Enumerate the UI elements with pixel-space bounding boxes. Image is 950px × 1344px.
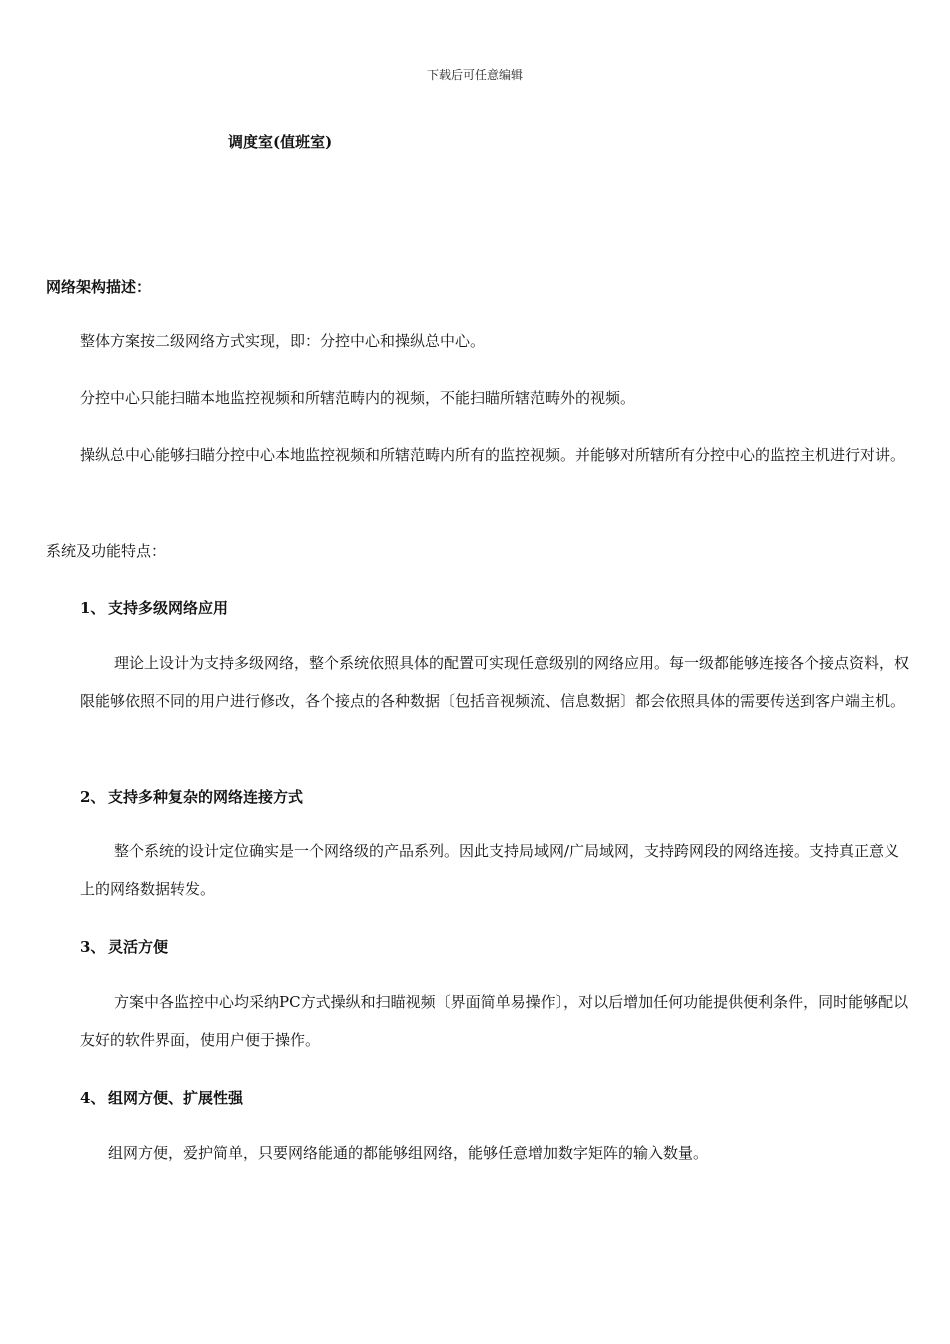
feature-title-1: 支持多级网络应用 [108,599,229,617]
feature-heading-4 [80,1087,243,1108]
room-title: 调度室(值班室) [228,133,333,151]
feature-heading-3 [80,936,168,957]
feature-text-3: 方案中各监控中心均采纳PC方式操纵和扫瞄视频〔界面简单易操作〕，对以后增加任何功能提供便利条件，同时能够配以友好的软件界面，使用户便于操作。 [80,993,909,1049]
feature-heading-2 [80,786,303,807]
feature-text-2: 整个系统的设计定位确实是一个网络级的产品系列。因此支持局域网/广局域网，支持跨网段的网络连接。支持真正意义上的网络数据转发。 [80,842,900,898]
feature-text-1: 理论上设计为支持多级网络，整个系统依照具体的配置可实现任意级别的网络应用。每一级都能够连接各个接点资料，权限能够依照不同的用户进行修改，各个接点的各种数据〔包括音视频流、信息数据〕都会依照具体的需要传送到客户端主机。 [80,654,910,710]
feature-number-3: 3、 [80,938,106,956]
architecture-paragraph-2: 分控中心只能扫瞄本地监控视频和所辖范畴内的视频，不能扫瞄所辖范畴外的视频。 [80,389,636,407]
feature-text-4: 组网方便，爱护简单，只要网络能通的都能够组网络，能够任意增加数字矩阵的输入数量。 [108,1144,709,1162]
feature-title-4: 组网方便、扩展性强 [108,1089,244,1107]
header-note: 下载后可任意编辑 [426,68,523,82]
feature-title-2: 支持多种复杂的网络连接方式 [108,788,304,806]
architecture-paragraph-3: 操纵总中心能够扫瞄分控中心本地监控视频和所辖范畴内所有的监控视频。并能够对所辖所有分控中心的监控主机进行对讲。 [80,446,906,464]
feature-title-3: 灵活方便 [108,938,169,956]
architecture-paragraph-1: 整体方案按二级网络方式实现，即：分控中心和操纵总中心。 [80,332,486,350]
architecture-heading: 网络架构描述： [46,278,152,296]
features-heading: 系统及功能特点： [46,542,167,560]
feature-number-2: 2、 [80,788,106,806]
feature-number-4: 4、 [80,1089,106,1107]
feature-heading-1 [80,597,228,618]
feature-number-1: 1、 [80,599,106,617]
